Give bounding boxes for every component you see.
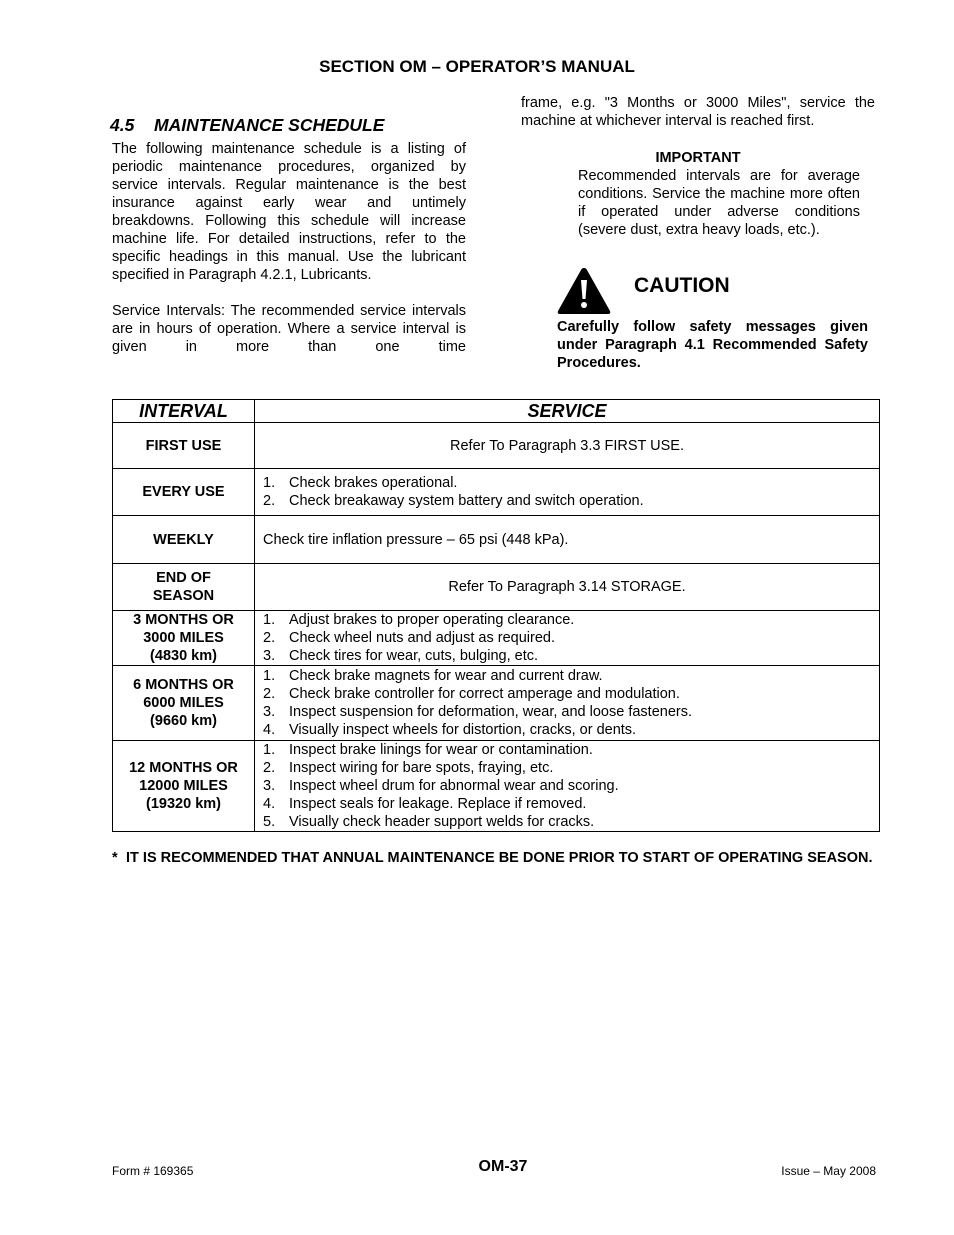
list-item: 3. Check tires for wear, cuts, bulging, etc. [263, 648, 539, 664]
interval-cell: 12 MONTHS OR 12000 MILES (19320 km) [113, 741, 255, 832]
interval-cell: END OF SEASON [113, 564, 255, 611]
section-heading [110, 114, 384, 136]
service-intervals-paragraph: Service Intervals: The recommended service intervals are in hours of operation. Where a service interval is given in more than one time [112, 303, 466, 355]
service-cell [255, 611, 880, 666]
table-row [113, 423, 880, 469]
list-item: 3. Inspect wheel drum for abnormal wear and scoring. [263, 778, 619, 794]
service-cell: Refer To Paragraph 3.3 FIRST USE. [255, 423, 880, 469]
list-item: 4. Visually inspect wheels for distortion, cracks, or dents. [263, 722, 637, 738]
list-item: 1. Inspect brake linings for wear or contamination. [263, 742, 593, 758]
interval-cell: 3 MONTHS OR 3000 MILES (4830 km) [113, 611, 255, 666]
service-intervals-continued: frame, e.g. "3 Months or 3000 Miles", service the machine at whichever interval is reached first. [521, 95, 875, 129]
table-row [113, 564, 880, 611]
list-item: 3. Inspect suspension for deformation, wear, and loose fasteners. [263, 704, 693, 720]
list-item: 1. Check brakes operational. [263, 475, 458, 491]
service-cell [255, 469, 880, 516]
section-number: 4.5 [110, 115, 135, 135]
service-cell: Refer To Paragraph 3.14 STORAGE. [255, 564, 880, 611]
maintenance-schedule-table [112, 399, 880, 832]
list-item: 4. Inspect seals for leakage. Replace if removed. [263, 796, 587, 812]
intro-paragraph: The following maintenance schedule is a listing of periodic maintenance procedures, organized by service intervals. Regular maintenance is the best insurance against early wear and untimely breakdowns. Following this schedule will increase machine life. For detailed instructions, refer to the specific headings in this manual. Use the lubricant specified in Paragraph 4.2.1, Lubricants. [112, 141, 466, 283]
note-asterisk: * [112, 850, 118, 866]
interval-cell: FIRST USE [113, 423, 255, 469]
list-item: 2. Inspect wiring for bare spots, fraying, etc. [263, 760, 554, 776]
list-item: 2. Check wheel nuts and adjust as required. [263, 630, 555, 646]
list-item: 2. Check brake controller for correct amperage and modulation. [263, 686, 680, 702]
section-title: MAINTENANCE SCHEDULE [154, 115, 385, 135]
page-number: OM-37 [478, 1158, 528, 1175]
table-header-row [113, 400, 880, 423]
caution-title: CAUTION [634, 274, 730, 297]
service-cell [255, 666, 880, 741]
caution-body: Carefully follow safety messages given under Paragraph 4.1 Recommended Safety Procedures. [557, 319, 868, 371]
issue-date: Issue – May 2008 [781, 1164, 876, 1178]
list-item: 2. Check breakaway system battery and switch operation. [263, 493, 644, 509]
form-number: Form # 169365 [112, 1164, 194, 1178]
service-cell: Check tire inflation pressure – 65 psi (448 kPa). [255, 516, 880, 564]
list-item: 1. Check brake magnets for wear and current draw. [263, 668, 603, 684]
interval-header: INTERVAL [113, 400, 255, 423]
important-title: IMPORTANT [655, 150, 741, 166]
important-body: Recommended intervals are for average conditions. Service the machine more often if operated under adverse conditions (severe dust, extra heavy loads, etc.). [578, 168, 860, 238]
page-header: SECTION OM – OPERATOR’S MANUAL [319, 57, 635, 76]
table-row [113, 741, 880, 832]
annual-maintenance-note [112, 849, 876, 867]
interval-cell: 6 MONTHS OR 6000 MILES (9660 km) [113, 666, 255, 741]
interval-cell: EVERY USE [113, 469, 255, 516]
service-header: SERVICE [255, 400, 880, 423]
warning-triangle-icon [556, 266, 612, 316]
table-row [113, 469, 880, 516]
table-row [113, 611, 880, 666]
list-item: 1. Adjust brakes to proper operating clearance. [263, 612, 575, 628]
table-row [113, 516, 880, 564]
note-text: IT IS RECOMMENDED THAT ANNUAL MAINTENANCE BE DONE PRIOR TO START OF OPERATING SEASON. [126, 850, 873, 866]
table-row [113, 666, 880, 741]
service-cell [255, 741, 880, 832]
list-item: 5. Visually check header support welds for cracks. [263, 814, 595, 830]
interval-cell: WEEKLY [113, 516, 255, 564]
